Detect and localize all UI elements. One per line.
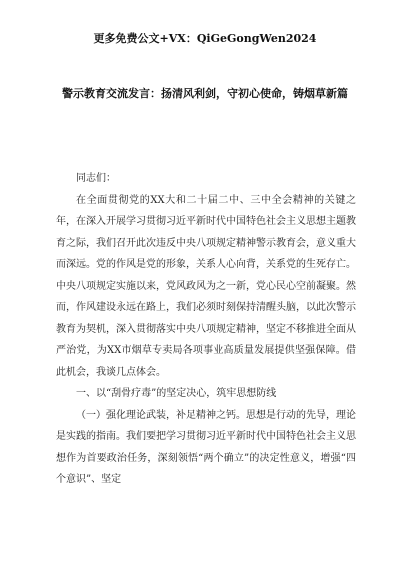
- paragraph-intro: 在全面贯彻党的XX大和二十届二中、三中全会精神的关键之年，在深入开展学习贯彻习近平新时代中国特色社会主义思想主题教育之际，我们召开此次违反中央八项规定精神警示教育会，意义重大而深远。党的作风是党的形象，关系人心向背，关系党的生死存亡。中央八项规定实施以来，党风政风为之一新，党心民心空前凝聚。然而，作风建设永远在路上，我们必须时刻保持清醒头脑，以此次警示教育为契机，深入贯彻落实中央八项规定精神，坚定不移推进全面从严治党，为XX市烟草专卖局各项事业高质量发展提供坚强保障。借此机会，我谈几点体会。: [56, 194, 356, 378]
- section-heading-1: 一、以“刮骨疗毒”的坚定决心，筑牢思想防线: [76, 388, 277, 399]
- subsection-heading-1: （一）强化理论武装，补足精神之钙。: [76, 409, 246, 421]
- document-body: [56, 168, 356, 491]
- promo-header: 更多免费公文+VX：QiGeGongWen2024: [93, 32, 317, 45]
- paragraph-theory: 思想是行动的先导，理论是实践的指南。我们要把学习贯彻习近平新时代中国特色社会主义思想作为首要政治任务，深刻领悟“两个确立”的决定性意义，增强“四个意识”、坚定: [56, 409, 356, 485]
- subsection-paragraph-1: [56, 405, 356, 491]
- salutation: 同志们：: [76, 173, 116, 184]
- document-title: 警示教育交流发言：扬清风利剑，守初心使命，铸烟草新篇: [62, 87, 348, 100]
